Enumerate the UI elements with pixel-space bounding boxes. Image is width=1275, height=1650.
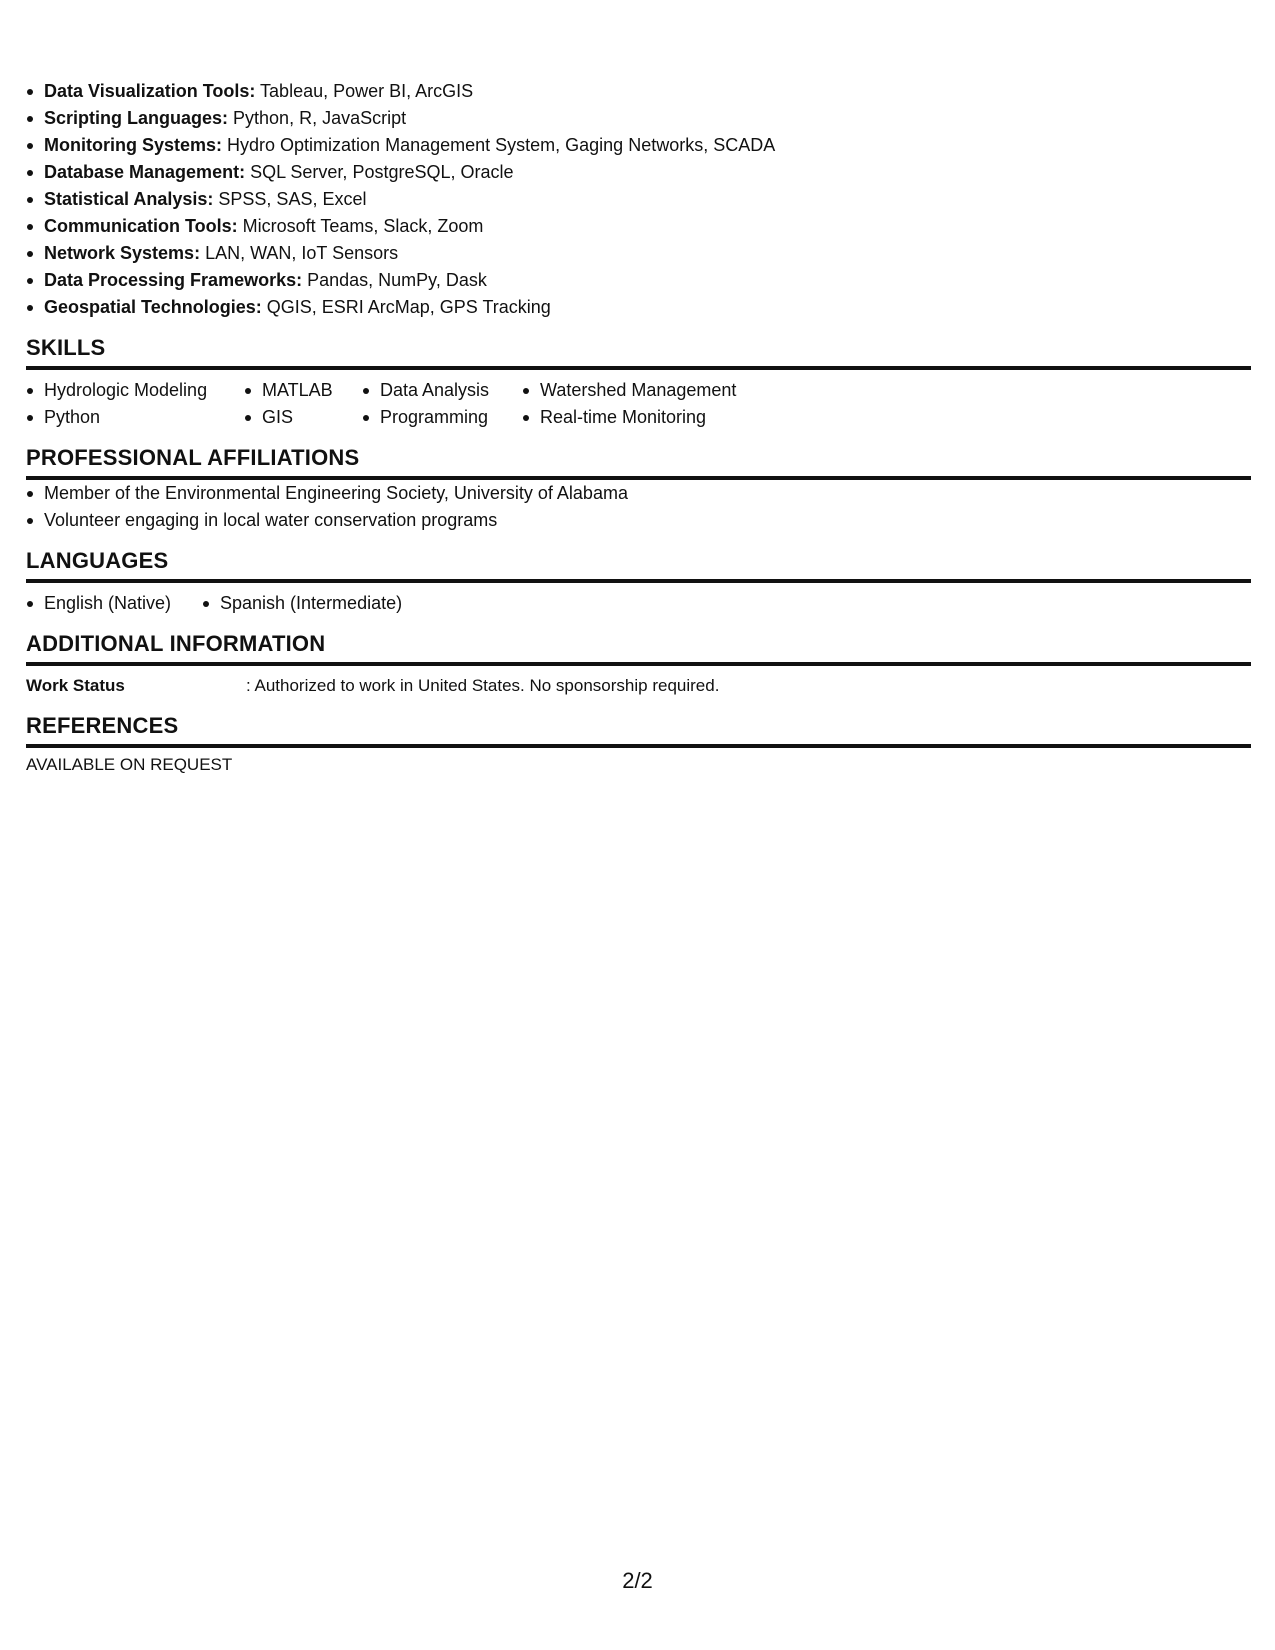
tool-category-value: Hydro Optimization Management System, Gaging Networks, SCADA <box>222 135 776 155</box>
references-section <box>26 713 1251 778</box>
skill-item: MATLAB <box>244 377 362 404</box>
list-item <box>26 213 1251 240</box>
tool-category-value: SQL Server, PostgreSQL, Oracle <box>245 162 514 182</box>
tool-category-label: Communication Tools: <box>44 216 238 236</box>
tool-category-label: Data Processing Frameworks: <box>44 270 303 290</box>
skill-item: Watershed Management <box>522 377 782 404</box>
tool-category-value: LAN, WAN, IoT Sensors <box>200 243 399 263</box>
tool-category-value: Python, R, JavaScript <box>228 108 407 128</box>
tool-category-value: Microsoft Teams, Slack, Zoom <box>237 216 484 236</box>
skill-item: Hydrologic Modeling <box>26 377 244 404</box>
list-item: Volunteer engaging in local water conservation programs <box>26 507 1251 534</box>
list-item <box>26 132 1251 159</box>
work-status-label: Work Status <box>26 676 125 695</box>
list-item <box>26 240 1251 267</box>
tool-category-label: Network Systems: <box>44 243 201 263</box>
tool-category-label: Statistical Analysis: <box>44 189 214 209</box>
tool-category-label: Data Visualization Tools: <box>44 81 256 101</box>
section-heading: REFERENCES <box>26 713 1251 748</box>
skill-item: Data Analysis <box>362 377 522 404</box>
resume-page <box>26 78 1251 778</box>
list-item: Member of the Environmental Engineering Society, University of Alabama <box>26 480 1251 507</box>
page-number: 2/2 <box>622 1568 653 1593</box>
affiliations-section <box>26 445 1251 534</box>
language-item: English (Native) <box>26 590 202 617</box>
list-item <box>26 186 1251 213</box>
additional-info-section <box>26 631 1251 699</box>
section-heading: SKILLS <box>26 335 1251 370</box>
skill-item: Real-time Monitoring <box>522 404 782 431</box>
tool-category-value: QGIS, ESRI ArcMap, GPS Tracking <box>261 297 551 317</box>
skill-item: Programming <box>362 404 522 431</box>
tool-category-label: Geospatial Technologies: <box>44 297 262 317</box>
section-heading: PROFESSIONAL AFFILIATIONS <box>26 445 1251 480</box>
list-item <box>26 267 1251 294</box>
section-heading: ADDITIONAL INFORMATION <box>26 631 1251 666</box>
tool-category-value: Tableau, Power BI, ArcGIS <box>255 81 474 101</box>
skill-item: GIS <box>244 404 362 431</box>
references-text: AVAILABLE ON REQUEST <box>26 755 233 774</box>
languages-section <box>26 548 1251 617</box>
tools-list <box>26 78 1251 321</box>
skills-grid <box>26 370 1251 431</box>
tool-category-label: Database Management: <box>44 162 246 182</box>
work-status-row <box>26 666 1251 699</box>
tool-category-value: SPSS, SAS, Excel <box>213 189 367 209</box>
list-item <box>26 105 1251 132</box>
skill-item: Python <box>26 404 244 431</box>
work-status-value: : Authorized to work in United States. No sponsorship required. <box>246 676 720 695</box>
list-item <box>26 294 1251 321</box>
tool-category-label: Scripting Languages: <box>44 108 229 128</box>
tool-category-value: Pandas, NumPy, Dask <box>302 270 487 290</box>
list-item <box>26 78 1251 105</box>
tool-category-label: Monitoring Systems: <box>44 135 223 155</box>
section-heading: LANGUAGES <box>26 548 1251 583</box>
skills-section <box>26 335 1251 431</box>
list-item <box>26 159 1251 186</box>
language-item: Spanish (Intermediate) <box>202 590 462 617</box>
languages-grid <box>26 583 1251 617</box>
affiliations-list <box>26 480 1251 534</box>
